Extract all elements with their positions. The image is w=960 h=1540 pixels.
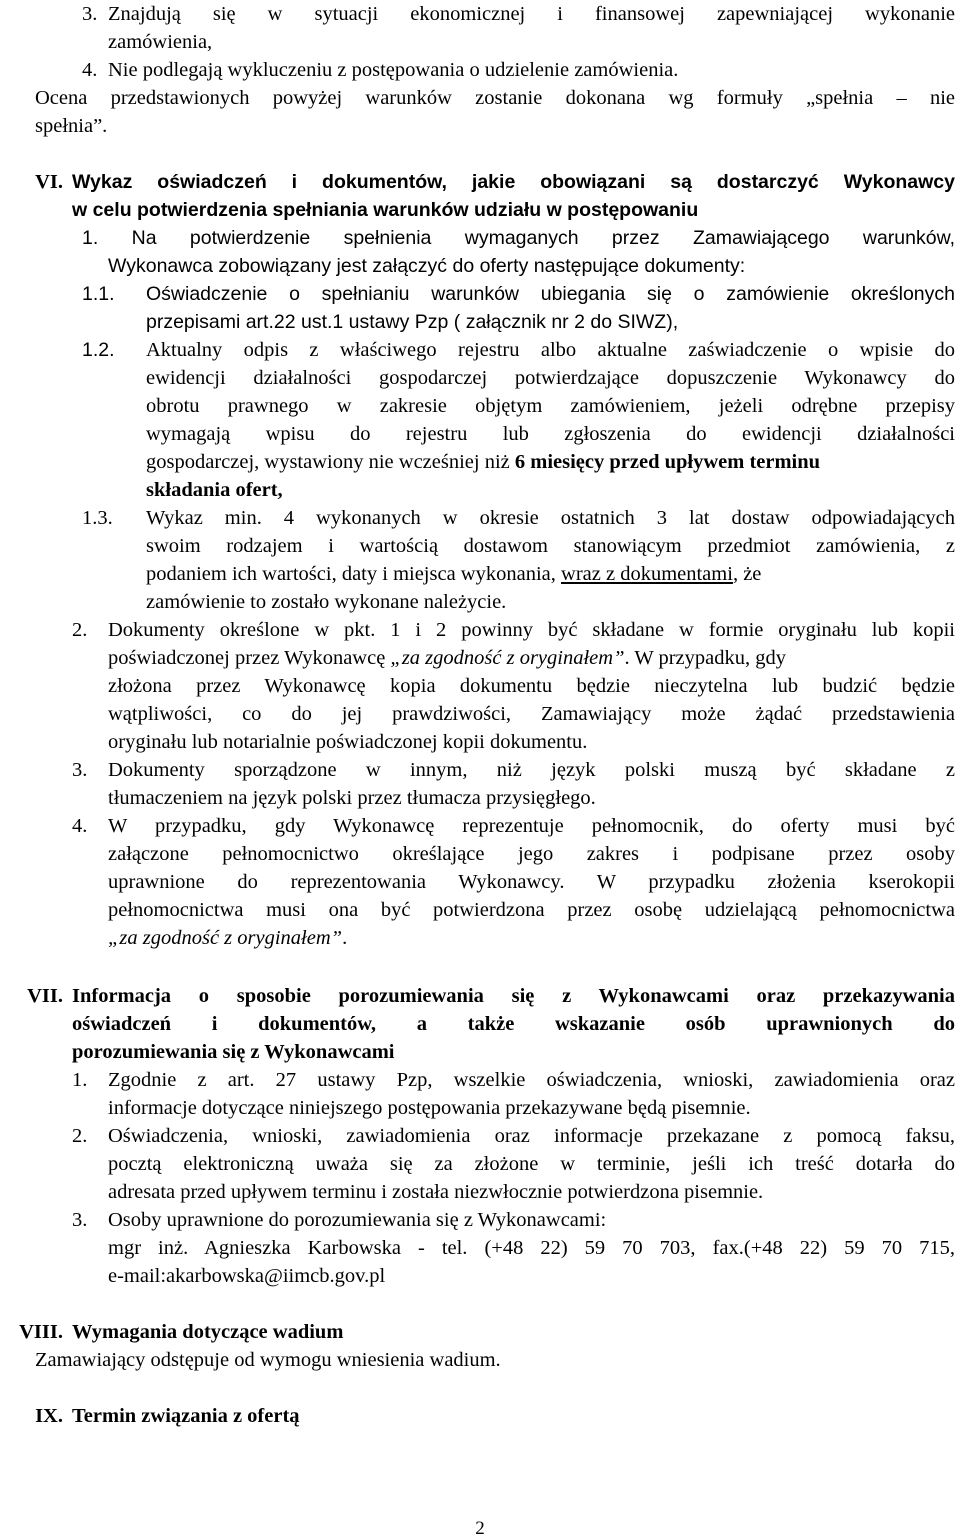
paragraph-text: , że	[732, 563, 762, 585]
paragraph-line: Dokumenty sporządzone w innym, niż język polski muszą być składane z	[108, 759, 955, 781]
paragraph-line: złożona przez Wykonawcę kopia dokumentu będzie nieczytelna lub budzić będzie	[108, 675, 955, 697]
paragraph-line: Wykaz min. 4 wykonanych w okresie ostatnich 3 lat dostaw odpowiadających	[146, 507, 955, 529]
list-number: 2.	[72, 619, 88, 641]
section-title: Termin związania z ofertą	[72, 1405, 300, 1427]
paragraph-line: Dokumenty określone w pkt. 1 i 2 powinny być składane w formie oryginału lub kopii	[108, 619, 955, 641]
paragraph-line: Osoby uprawnione do porozumiewania się z Wykonawcami:	[108, 1209, 607, 1231]
section-numeral: VII.	[27, 985, 63, 1007]
paragraph-line: uprawnione do reprezentowania Wykonawcy. W przypadku złożenia kserokopii	[108, 871, 955, 893]
paragraph-line: załączone pełnomocnictwo określające jego zakres i podpisane przez osoby	[108, 843, 955, 865]
list-number: 3.	[72, 1209, 88, 1231]
paragraph-line: Oświadczenie o spełnianiu warunków ubiegania się o zamówienie określonych	[146, 283, 955, 305]
paragraph-text: .	[342, 927, 348, 949]
underlined-text: wraz z dokumentami	[561, 563, 733, 585]
contact-email: e-mail:akarbowska@iimcb.gov.pl	[108, 1265, 386, 1287]
contact-line: mgr inż. Agnieszka Karbowska - tel. (+48 22) 59 70 703, fax.(+48 22) 59 70 715,	[108, 1237, 955, 1259]
italic-text: „za zgodność z oryginałem”	[108, 927, 343, 949]
paragraph-line	[146, 448, 820, 476]
paragraph-line: Oświadczenia, wnioski, zawiadomienia oraz informacje przekazane z pomocą faksu,	[108, 1125, 955, 1147]
list-number: 1.2.	[82, 339, 115, 361]
paragraph-line: Ocena przedstawionych powyżej warunków zostanie dokonana wg formuły „spełnia – nie	[35, 87, 955, 109]
paragraph-line	[108, 644, 786, 672]
paragraph-line: informacje dotyczące niniejszego postępowania przekazywane będą pisemnie.	[108, 1097, 751, 1119]
paragraph-line: wymagają wpisu do rejestru lub zgłoszenia do ewidencji działalności	[146, 423, 955, 445]
paragraph-line: pocztą elektroniczną uważa się za złożone w terminie, jeśli ich treść dotarła do	[108, 1153, 955, 1175]
paragraph-line: obrotu prawnego w zakresie objętym zamówieniem, jeżeli odrębne przepisy	[146, 395, 955, 417]
paragraph-text: gospodarczej, wystawiony nie wcześniej niż	[146, 451, 515, 473]
section-title: Informacja o sposobie porozumiewania się z Wykonawcami oraz przekazywania	[72, 985, 955, 1007]
paragraph-line: Wykonawca zobowiązany jest załączyć do oferty następujące dokumenty:	[108, 255, 746, 277]
page-number: 2	[475, 1518, 485, 1539]
paragraph-line	[108, 924, 347, 952]
section-title: Wymagania dotyczące wadium	[72, 1321, 344, 1343]
paragraph-line: 1. Na potwierdzenie spełnienia wymaganych przez Zamawiającego warunków,	[82, 227, 955, 249]
paragraph-line: spełnia”.	[35, 115, 108, 137]
paragraph-line: pełnomocnictwa musi ona być potwierdzona przez osobę udzielającą pełnomocnictwa	[108, 899, 955, 921]
paragraph-line: Aktualny odpis z właściwego rejestru albo aktualne zaświadczenie o wpisie do	[146, 339, 955, 361]
section-numeral: VI.	[35, 171, 63, 193]
list-number: 4.	[82, 59, 98, 81]
emphasis-text: 6 miesięcy przed upływem terminu	[514, 451, 821, 473]
italic-text: „za zgodność z oryginałem”	[390, 647, 625, 669]
section-title: porozumiewania się z Wykonawcami	[72, 1041, 395, 1063]
paragraph-line: W przypadku, gdy Wykonawcę reprezentuje pełnomocnik, do oferty musi być	[108, 815, 955, 837]
list-number: 1.1.	[82, 283, 115, 305]
paragraph-line: Nie podlegają wykluczeniu z postępowania o udzielenie zamówienia.	[108, 59, 679, 81]
paragraph-line	[146, 560, 955, 588]
paragraph-line: przepisami art.22 ust.1 ustawy Pzp ( załącznik nr 2 do SIWZ),	[146, 311, 679, 333]
paragraph-line: Zamawiający odstępuje od wymogu wniesienia wadium.	[35, 1349, 501, 1371]
list-number: 1.3.	[82, 507, 113, 529]
paragraph-line: Zgodnie z art. 27 ustawy Pzp, wszelkie oświadczenia, wnioski, zawiadomienia oraz	[108, 1069, 955, 1091]
list-number: 4.	[72, 815, 88, 837]
paragraph-line: Znajdują się w sytuacji ekonomicznej i finansowej zapewniającej wykonanie	[108, 3, 955, 25]
list-number: 3.	[82, 3, 98, 25]
section-title: oświadczeń i dokumentów, a także wskazanie osób uprawnionych do	[72, 1013, 955, 1035]
list-number: 3.	[72, 759, 88, 781]
paragraph-line: adresata przed upływem terminu i została niezwłocznie potwierdzona pisemnie.	[108, 1181, 764, 1203]
paragraph-line: wątpliwości, co do jej prawdziwości, Zamawiający może żądać przedstawienia	[108, 703, 955, 725]
paragraph-line: ewidencji działalności gospodarczej potwierdzające dopuszczenie Wykonawcy do	[146, 367, 955, 389]
paragraph-text: poświadczonej przez Wykonawcę	[108, 647, 391, 669]
paragraph-line: tłumaczeniem na język polski przez tłumacza przysięgłego.	[108, 787, 596, 809]
section-numeral: IX.	[35, 1405, 63, 1427]
paragraph-text: . W przypadku, gdy	[624, 647, 786, 669]
emphasis-text: składania ofert,	[146, 479, 283, 501]
paragraph-line: zamówienie to zostało wykonane należycie.	[146, 591, 507, 613]
list-number: 2.	[72, 1125, 88, 1147]
section-title: Wykaz oświadczeń i dokumentów, jakie obowiązani są dostarczyć Wykonawcy	[72, 171, 955, 193]
section-numeral: VIII.	[19, 1321, 63, 1343]
paragraph-line: swoim rodzajem i wartością dostawom stanowiącym przedmiot zamówienia, z	[146, 535, 955, 557]
list-number: 1.	[72, 1069, 88, 1091]
paragraph-line: oryginału lub notarialnie poświadczonej kopii dokumentu.	[108, 731, 588, 753]
paragraph-text: podaniem ich wartości, daty i miejsca wykonania,	[146, 563, 562, 585]
section-title: w celu potwierdzenia spełniania warunków udziału w postępowaniu	[72, 199, 699, 221]
paragraph-line: zamówienia,	[108, 31, 213, 53]
